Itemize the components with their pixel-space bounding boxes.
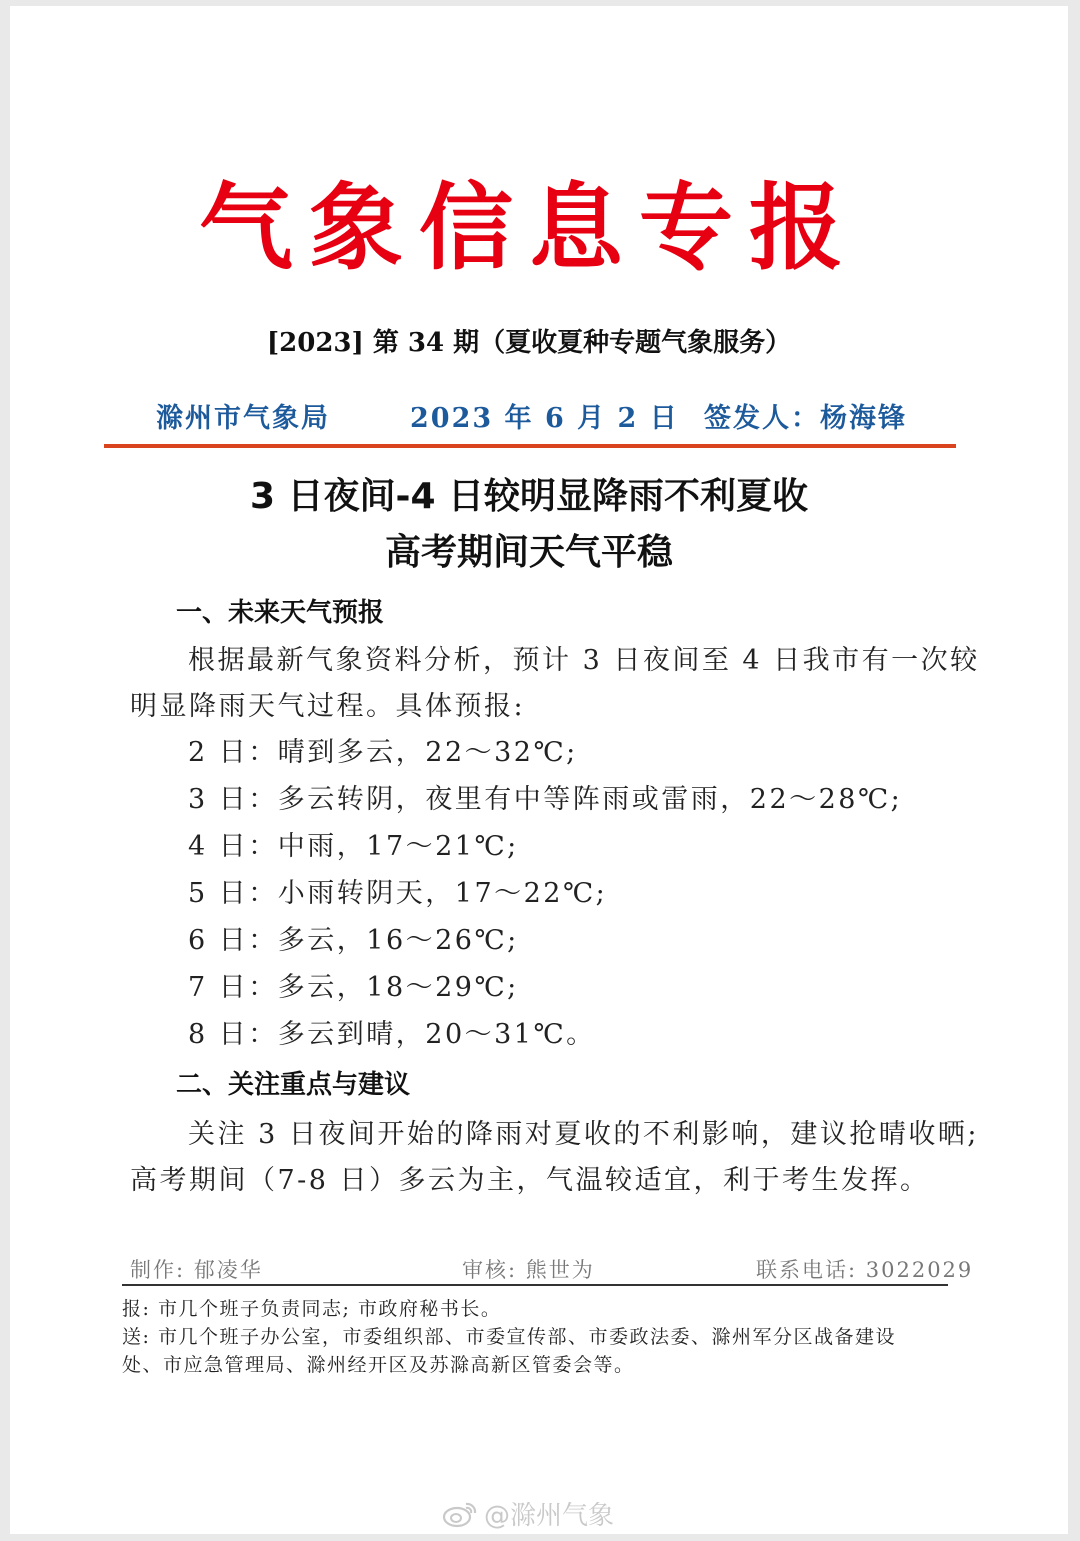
weibo-icon — [442, 1500, 478, 1528]
footer-reviewer: 审核: 熊世为 — [462, 1258, 595, 1282]
section-2-line-2: 高考期间（7-8 日）多云为主，气温较适宜，利于考生发挥。 — [130, 1165, 930, 1196]
footer-maker: 制作: 郁凌华 — [130, 1258, 263, 1282]
distribution-send-line-1: 送: 市几个班子办公室，市委组织部、市委宣传部、市委政法委、滁州军分区战备建设 — [122, 1326, 896, 1348]
watermark-text: @滁州气象 — [484, 1501, 615, 1531]
distribution-send-line-2: 处、市应急管理局、滁州经开区及苏滁高新区管委会等。 — [122, 1354, 635, 1376]
header-divider — [104, 444, 956, 448]
forecast-item: 6 日：多云，16～26℃; — [188, 925, 519, 956]
forecast-item: 2 日：晴到多云，22～32℃; — [188, 737, 578, 768]
masthead-title: 气象信息专报 — [198, 173, 859, 283]
forecast-item: 7 日：多云，18～29℃; — [188, 972, 519, 1003]
issue-date: 2023 年 6 月 2 日 — [410, 403, 679, 434]
signer: 签发人：杨海锋 — [704, 403, 907, 434]
forecast-item: 8 日：多云到晴，20～31℃。 — [188, 1019, 596, 1050]
issue-line: [2023] 第 34 期（夏收夏种专题气象服务） — [266, 328, 792, 358]
forecast-item: 3 日：多云转阴，夜里有中等阵雨或雷雨，22～28℃; — [188, 784, 903, 815]
headline-line-2: 高考期间天气平稳 — [384, 532, 673, 573]
section-1-intro-line-2: 明显降雨天气过程。具体预报: — [130, 691, 526, 722]
weibo-watermark — [442, 1495, 614, 1532]
section-2-line-1: 关注 3 日夜间开始的降雨对夏收的不利影响，建议抢晴收晒; — [188, 1119, 979, 1150]
section-2-heading: 二、关注重点与建议 — [176, 1070, 411, 1100]
section-1-intro-line-1: 根据最新气象资料分析，预计 3 日夜间至 4 日我市有一次较 — [188, 645, 980, 676]
forecast-item: 4 日：中雨，17～21℃; — [188, 831, 519, 862]
issuing-bureau: 滁州市气象局 — [156, 403, 330, 434]
section-1-heading: 一、未来天气预报 — [176, 598, 385, 628]
footer-divider — [122, 1284, 948, 1286]
distribution-report: 报: 市几个班子负责同志; 市政府秘书长。 — [122, 1298, 502, 1320]
footer-phone: 联系电话: 3022029 — [756, 1258, 974, 1282]
headline-line-1: 3 日夜间-4 日较明显降雨不利夏收 — [249, 476, 809, 517]
forecast-item: 5 日：小雨转阴天，17～22℃; — [188, 878, 608, 909]
